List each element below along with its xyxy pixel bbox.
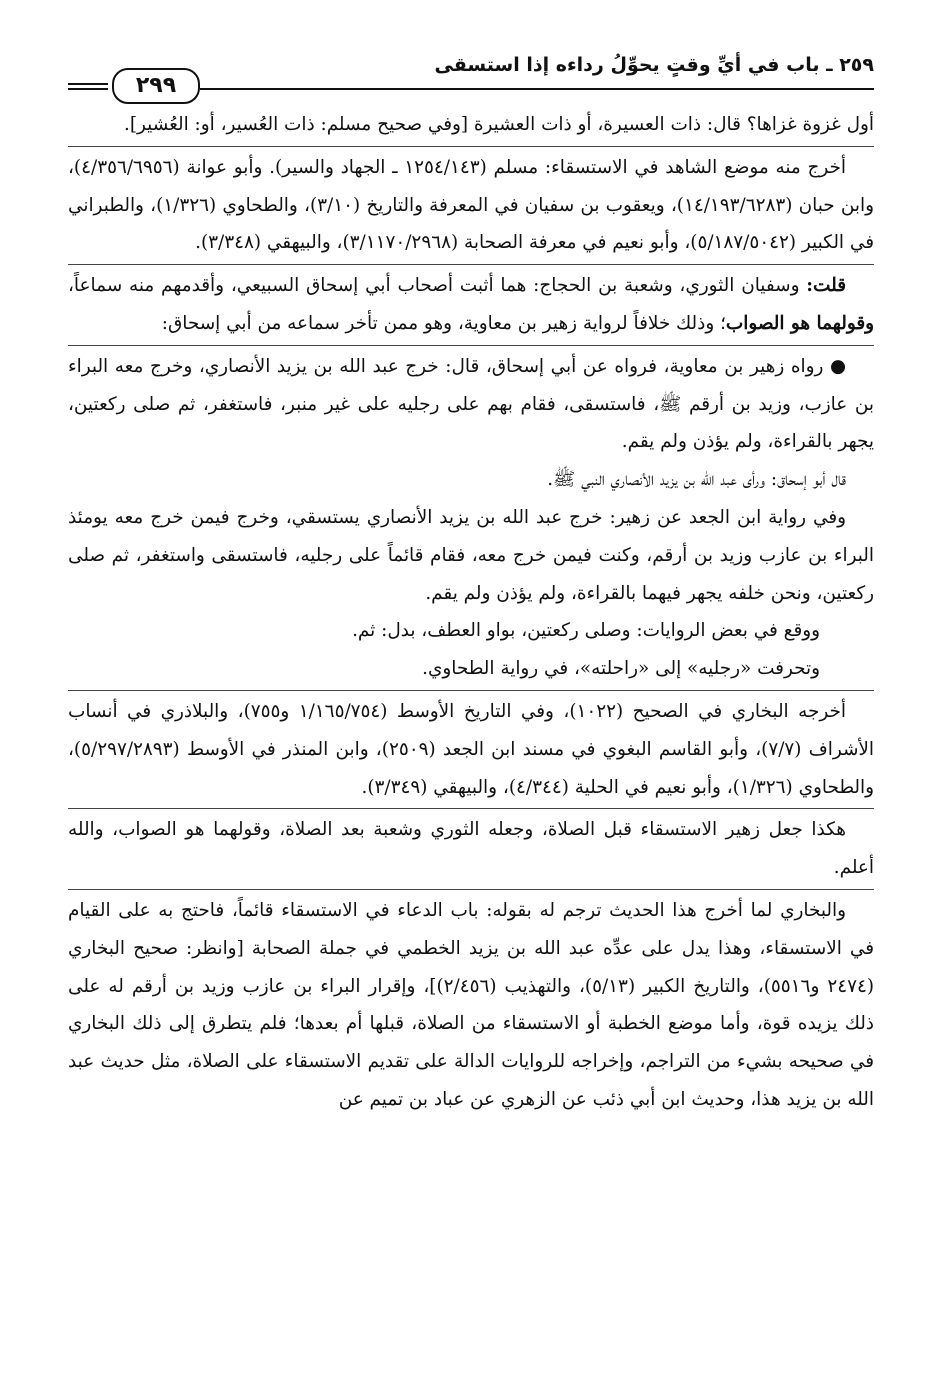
header-rule: [200, 88, 874, 90]
paragraph-p7: [68, 612, 874, 650]
header-rule-left-top: [68, 83, 108, 85]
text-run: والبخاري لما أخرج هذا الحديث ترجم له بقوله: باب الدعاء في الاستسقاء قائماً، فاحتج به على القيام في الاستسقاء، وهذا يدل على عدِّه عبد الله بن يزيد الخطمي في جملة الصحابة [وانظر: صحيح البخاري (٢٤٧٤ و٥٥١٦)، والتاريخ الكبير (٥/١٣)، والتهذيب (٢/٤٥٦)]، وإقرار البراء بن عازب وزيد بن أرقم له على ذلك يزيده قوة، وأما موضع الخطبة أو الاستسقاء من الصلاة، قبلها أم بعدها؛ فلم يتطرق إلى ذلك البخاري في صحيحه بشيء من التراجم، وإخراجه للروايات الدالة على تقديم الاستسقاء على الصلاة، مثل حديث عبد الله بن يزيد هذا، وحديث ابن أبي ذئب عن الزهري عن عباد بن تميم عن: [68, 899, 875, 1110]
paragraph-divider: [68, 264, 874, 265]
text-run: وفي رواية ابن الجعد عن زهير: خرج عبد الله بن يزيد الأنصاري يستسقي، وخرج فيمن خرج معه يومئذ البراء بن عازب وزيد بن أرقم، وكنت فيمن خرج معه، فقام قائماً على رجليه، فاستسقى واستغفر، ثم صلى ركعتين، ونحن خلفه يجهر فيهما بالقراءة، ولم يؤذن ولم يقم.: [68, 506, 874, 604]
paragraph-divider: [68, 690, 874, 691]
paragraph-p8: [68, 650, 874, 688]
page-number: ٢٩٩: [112, 68, 200, 104]
text-run: هكذا جعل زهير الاستسقاء قبل الصلاة، وجعله الثوري وشعبة بعد الصلاة، وقولهما هو الصواب، والله أعلم.: [68, 819, 874, 879]
header-rule-left-bottom: [68, 88, 108, 90]
page-body: [68, 106, 874, 1119]
paragraph-p11: [68, 892, 874, 1119]
paragraph-p5: [68, 461, 874, 499]
paragraph-p1: [68, 106, 874, 144]
paragraph-divider: [68, 808, 874, 809]
text-run: ووقع في بعض الروايات: وصلى ركعتين، بواو العطف، بدل: ثم.: [352, 620, 820, 642]
page: [68, 48, 874, 1119]
text-run: أول غزوة غزاها؟ قال: ذات العسيرة، أو ذات العشيرة [وفي صحيح مسلم: ذات العُسير، أو: العُشير].: [123, 114, 874, 135]
text-run: ● رواه زهير بن معاوية، فرواه عن أبي إسحاق، قال: خرج عبد الله بن يزيد الأنصاري، وخرج معه البراء بن عازب، وزيد بن أرقم ﷺ، فاستسقى، فقام بهم على رجليه على غير منبر، فاستغفر، ثم صلى ركعتين، يجهر بالقراءة، ولم يؤذن ولم يقم.: [68, 355, 874, 453]
paragraph-p3: [68, 267, 874, 343]
chapter-title: ٢٥٩ ـ باب في أيِّ وقتٍ يحوِّلُ رداءه إذا استسقى: [434, 54, 874, 76]
text-run: أخرجه البخاري في الصحيح (١٠٢٢)، وفي التاريخ الأوسط (١/١٦٥/٧٥٤ و٧٥٥)، والبلاذري في أنساب الأشراف (٧/٧)، وأبو القاسم البغوي في مسند ابن الجعد (٢٥٠٩)، وابن المنذر في الأوسط (٥/٢٩٧/٢٨٩٣)، والطحاوي (١/٣٢٦)، وأبو نعيم في الحلية (٤/٣٤٤)، والبيهقي (٣/٣٤٩).: [68, 700, 874, 798]
text-run: ؛ وذلك خلافاً لرواية زهير بن معاوية، وهو ممن تأخر سماعه من أبي إسحاق:: [161, 312, 726, 334]
paragraph-p6: [68, 499, 874, 612]
text-run: قال أبو إسحاق: ورأى عبد الله بن يزيد الأنصاري النبي ﷺ.: [547, 469, 846, 491]
paragraph-p4: [68, 348, 874, 461]
text-run: وتحرفت «رجليه» إلى «راحلته»، في رواية الطحاوي.: [422, 658, 820, 680]
text-run: وسفيان الثوري، وشعبة بن الحجاج: هما أثبت أصحاب أبي إسحاق السبيعي، وأقدمهم منه سماعاً،: [68, 275, 807, 297]
text-run: أخرج منه موضع الشاهد في الاستسقاء: مسلم (١٢٥٤/١٤٣ ـ الجهاد والسير). وأبو عوانة (٤/٣٥٦/٦٩٥٦)، وابن حبان (١٤/١٩٣/٦٢٨٣)، ويعقوب بن سفيان في المعرفة والتاريخ (٣/١٠)، والطحاوي (١/٣٢٦)، والطبراني في الكبير (٥/١٨٧/٥٠٤٢)، وأبو نعيم في معرفة الصحابة (٣/١١٧٠/٢٩٦٨)، والبيهقي (٣/٣٤٨).: [68, 156, 874, 254]
paragraph-p2: [68, 149, 874, 262]
paragraph-divider: [68, 345, 874, 346]
paragraph-p10: [68, 811, 874, 887]
paragraph-divider: [68, 889, 874, 890]
paragraph-divider: [68, 146, 874, 147]
running-header: [68, 48, 874, 106]
paragraph-p9: [68, 693, 874, 806]
bold-phrase: قلت:: [806, 275, 846, 297]
bold-phrase: وقولهما هو الصواب: [725, 312, 874, 334]
